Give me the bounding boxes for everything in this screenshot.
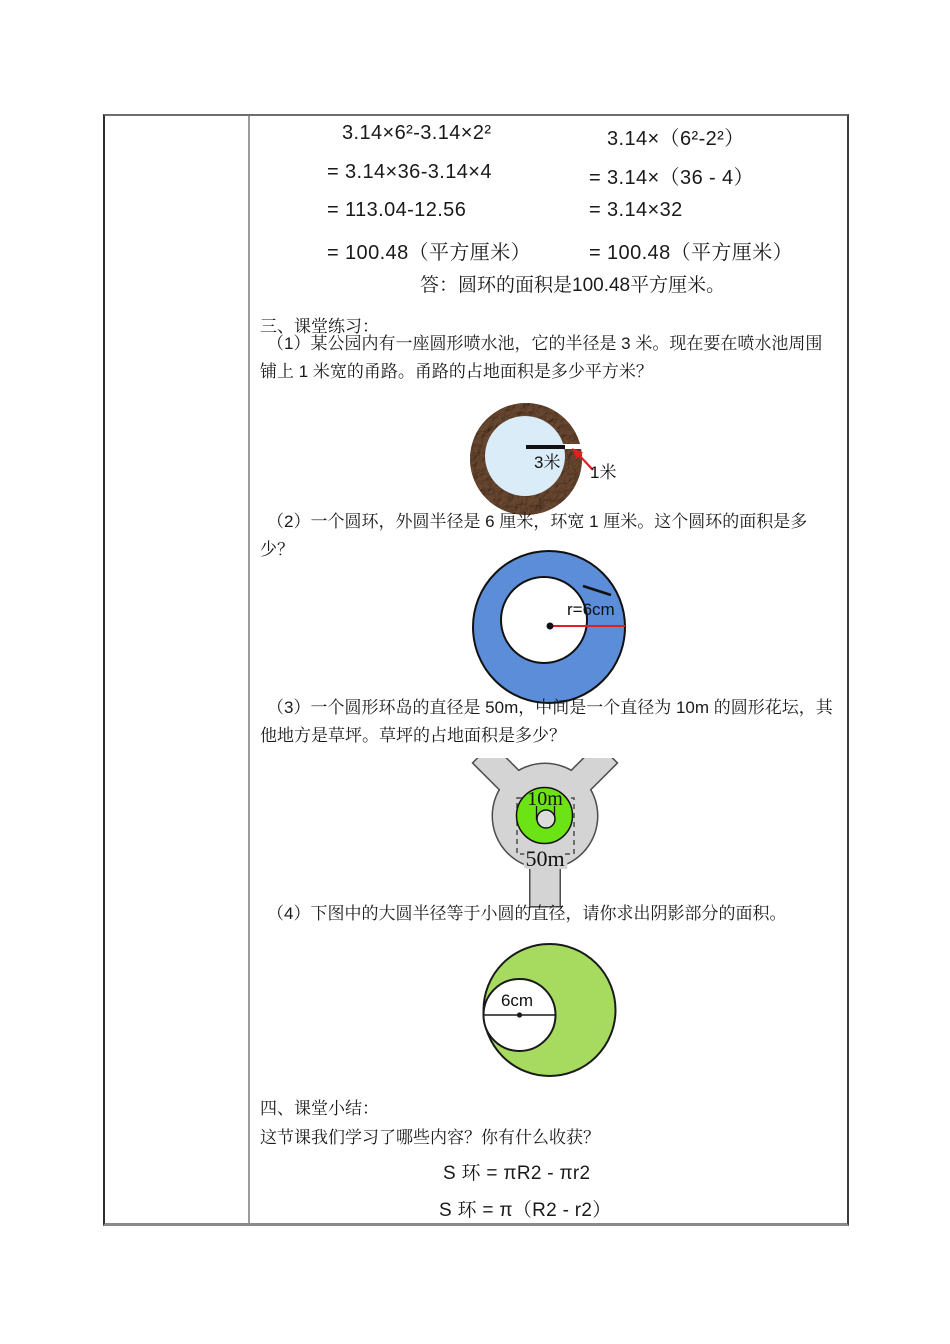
roundabout-diameter-label: 50m (525, 846, 565, 871)
figure-roundabout (467, 758, 625, 908)
calc-right-line-4: = 100.48（平方厘米） (589, 242, 794, 264)
inner-circle (501, 577, 587, 663)
pool-radius-label: 3米 (534, 453, 561, 472)
figure-blue-annulus (470, 548, 630, 708)
calc-left-line-3: = 113.04-12.56 (327, 199, 467, 221)
ring-width-marker (563, 444, 585, 449)
figure-fountain-ring (462, 400, 627, 518)
calc-right-line-1: 3.14×（6²-2²） (607, 128, 745, 150)
question-4-text: （4）下图中的大圆半径等于小圆的直径，请你求出阴影部分的面积。 (267, 904, 787, 923)
table-cell-left (105, 116, 248, 1223)
ring-width-label: 1米 (590, 463, 617, 482)
question-1-text: （1）某公园内有一座圆形喷水池，它的半径是 3 米。现在要在喷水池周围铺上 1 米宽的甬路。甬路的占地面积是多少平方米？ (260, 334, 823, 381)
flowerbed-diameter-label: 10m (527, 788, 563, 810)
ring-area-formula-2: S 环 = π（R2 - r2） (439, 1200, 612, 1221)
center-island-circle (537, 810, 555, 828)
question-3-text: （3）一个圆形环岛的直径是 50m，中间是一个直径为 10m 的圆形花坛，其他地方是草坪。草坪的占地面积是多少？ (260, 698, 833, 745)
calc-left-line-2: = 3.14×36-3.14×4 (327, 161, 492, 183)
calc-right-line-2: = 3.14×（36 - 4） (589, 167, 754, 189)
section-heading-summary: 四、课堂小结： (260, 1099, 379, 1118)
calc-right-line-3: = 3.14×32 (589, 199, 683, 221)
summary-question: 这节课我们学习了哪些内容？你有什么收获？ (260, 1128, 600, 1147)
ring-area-formula-1: S 环 = πR2 - πr2 (443, 1163, 591, 1184)
small-circle-diameter-label: 6cm (500, 991, 534, 1010)
calc-answer: 答：圆环的面积是100.48平方厘米。 (420, 275, 726, 296)
table-cell-content (250, 116, 847, 1223)
figure-shaded-circles (477, 940, 625, 1078)
calc-left-line-1: 3.14×6²-3.14×2² (342, 122, 492, 144)
section-heading-practice: 三、课堂练习： (260, 317, 379, 336)
small-circle-center-dot (517, 1012, 522, 1017)
lesson-table (103, 114, 849, 1226)
calc-left-line-4: = 100.48（平方厘米） (327, 242, 532, 264)
center-dot (547, 623, 554, 630)
question-2-text: （2）一个圆环，外圆半径是 6 厘米，环宽 1 厘米。这个圆环的面积是多少？ (260, 512, 808, 559)
outer-radius-label: r=6cm (567, 600, 615, 619)
